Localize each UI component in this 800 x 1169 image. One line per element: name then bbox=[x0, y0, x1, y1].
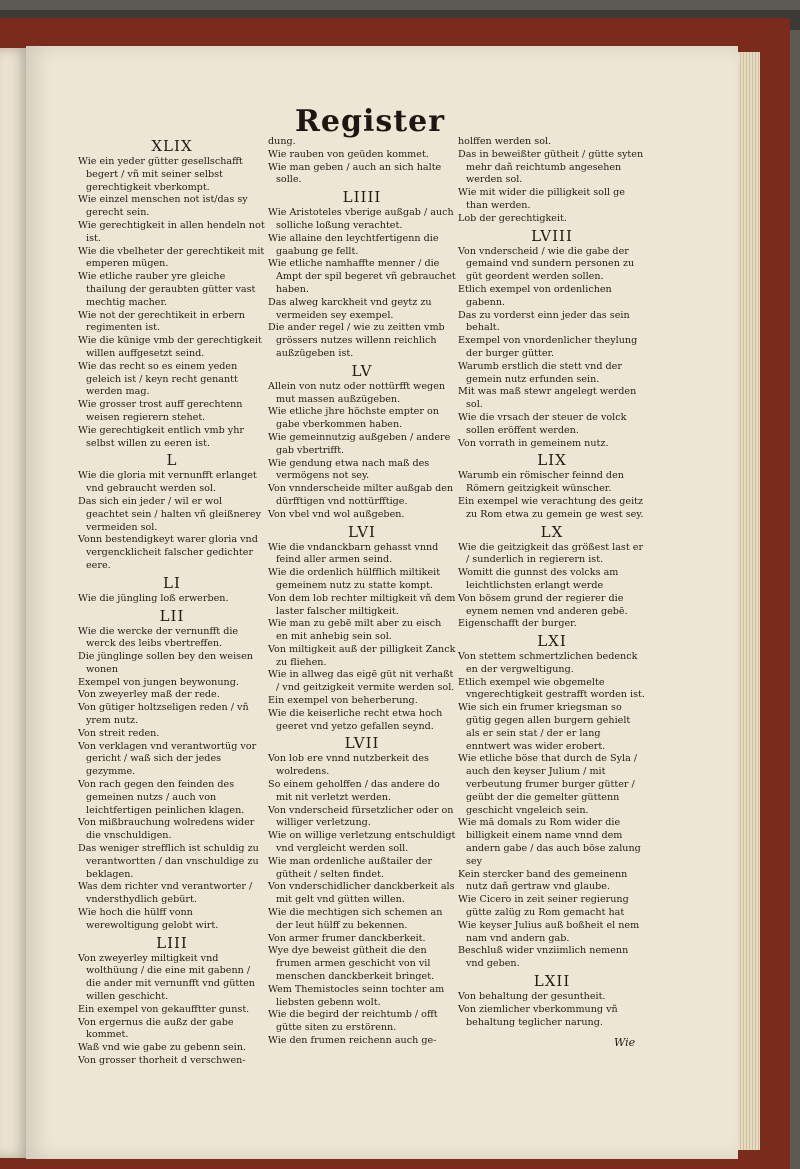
register-entry: Warumb erstlich die stett vnd der gemein nutz erfunden sein. bbox=[458, 360, 622, 385]
register-entry: Wie gendung etwa nach maß des vermögens not sey. bbox=[268, 457, 430, 482]
register-entry: Wie hoch die hülff vonn werewoltigung gelobt wirt. bbox=[78, 907, 219, 931]
register-entry: Von verklagen vnd verantwortüg vor gericht / waß sich der jedes gezymme. bbox=[78, 740, 257, 778]
register-entry: Wie die geitzigkeit das größest last er / sunderlich in regierern ist. bbox=[458, 541, 644, 566]
register-entry: Warumb ein römischer feinnd den Römern geitzigkeit wünscher. bbox=[458, 470, 624, 495]
register-entry: Wie etliche namhaffte menner / die Ampt der spil begeret vñ gebrauchet haben. bbox=[268, 258, 456, 295]
chapter-heading: XLIX bbox=[151, 137, 193, 155]
register-entry: Ein exempel von beherberung. bbox=[268, 695, 418, 707]
chapter-heading: LI bbox=[163, 573, 181, 592]
chapter-heading: LXII bbox=[533, 972, 571, 991]
register-entry: Allein von nutz oder nottürfft wegen mut massen außzügeben. bbox=[268, 380, 446, 405]
register-entry: Das sich ein jeder / wil er wol geachtet sein / halten vñ gleißnerey vermeiden sol. bbox=[78, 495, 261, 533]
register-entry: Von grosser thorheit d verschwen- bbox=[78, 1055, 246, 1066]
register-entry: Von mißbrauchung wolredens wider die vnschuldigen. bbox=[78, 817, 255, 842]
register-entry: Von zweyerley miltigkeit vnd wolthüung / die eine mit gabenn / die ander mit vernunfft vnd gütten willen geschicht. bbox=[78, 952, 255, 1003]
register-entry: Wie die ordenlich hülfflich miltikeit gemeinem nutz zu statte kompt. bbox=[268, 567, 441, 591]
register-entry: Von vorrath in gemeinem nutz. bbox=[458, 437, 609, 449]
register-entry: Wie etliche rauber yre gleiche thailung der geraubten gütter vast mechtig macher. bbox=[78, 271, 256, 308]
register-entry: Wie mit wider die pilligkeit soll ge than werden. bbox=[458, 187, 625, 211]
register-entry: Wie grosser trost auff gerechtenn weisen regierern stehet. bbox=[78, 399, 243, 423]
register-entry: Beschluß wider vnziimlich nemenn vnd geben. bbox=[458, 945, 629, 970]
register-entry: Wie gerechtigkeit entlich vmb yhr selbst willen zu eeren ist. bbox=[78, 424, 244, 449]
register-entry: Von gütiger holtzseligen reden / vñ yrem nutz. bbox=[78, 702, 249, 727]
register-entry: Wie etliche jhre höchste empter on gabe vberkommen haben. bbox=[268, 406, 439, 431]
register-entry: Wie die vndanckbarn gehasst vnnd feind aller armen seind. bbox=[268, 541, 439, 566]
chapter-heading: LIIII bbox=[342, 188, 382, 207]
register-entry: Wie das recht so es einem yeden geleich ist / keyn recht genantt werden mag. bbox=[78, 360, 238, 398]
chapter-heading: LII bbox=[159, 606, 185, 625]
register-entry: Von behaltung der gesuntheit. bbox=[458, 991, 606, 1003]
register-entry: Wie sich ein frumer kriegsman so gütig gegen allen burgern gehielt als er sein stat / der er lang enntwert was wider erobert. bbox=[458, 702, 631, 752]
register-column-3 bbox=[458, 136, 646, 1029]
register-entry: Wie einzel menschen not ist/das sy gerecht sein. bbox=[78, 194, 248, 219]
chapter-heading: LX bbox=[540, 522, 564, 541]
register-entry: Wie die vrsach der steuer de volck sollen eröffent werden. bbox=[458, 411, 627, 436]
register-entry: Was dem richter vnd verantworter / vndersthydlich gebürt. bbox=[78, 881, 253, 906]
register-entry: Wie die künige vmb der gerechtigkeit willen auffgesetzt seind. bbox=[78, 335, 262, 359]
register-entry: Ein exempel wie verachtung des geitz zu Rom etwa zu gemein ge west sey. bbox=[458, 495, 644, 520]
register-entry: Von streit reden. bbox=[78, 727, 160, 739]
register-entry: Das weniger strefflich ist schuldig zu verantwortten / dan vnschuldige zu beklagen. bbox=[78, 843, 259, 880]
register-entry: Etlich exempel von ordenlichen gabenn. bbox=[458, 283, 612, 308]
register-entry: Die jünglinge sollen bey den weisen wonen bbox=[78, 651, 253, 675]
register-entry: Eigenschafft der burger. bbox=[458, 618, 577, 630]
chapter-heading: LVI bbox=[348, 522, 376, 541]
register-entry: Wie gerechtigkeit in allen hendeln not ist. bbox=[78, 219, 265, 244]
register-entry: Von ergernus die außz der gabe kommet. bbox=[78, 1016, 234, 1041]
page-title: Register bbox=[294, 104, 446, 139]
register-entry: Wie die vbelheter der gerechtikeit mit emperen mügen. bbox=[78, 245, 265, 270]
chapter-heading: LV bbox=[351, 361, 373, 380]
register-entry: Lob der gerechtigkeit. bbox=[458, 212, 567, 224]
register-entry: Exempel von vnordenlicher theylung der burger gütter. bbox=[458, 335, 638, 359]
register-entry: Wie man zu gebē milt aber zu eisch en mit anhebig sein sol. bbox=[268, 618, 442, 643]
register-entry: Von rach gegen den feinden des gemeinen nutzs / auch von leichtfertigen peinlichen klagen. bbox=[78, 779, 245, 816]
register-entry: Von bösem grund der regierer die eynem nemen vnd anderen gebē. bbox=[458, 592, 628, 617]
register-entry: Von lob ere vnnd nutzberkeit des wolredens. bbox=[268, 753, 429, 778]
register-entry: Wye dye beweist gütheit die den frumen armen geschicht von vil menschen danckberkeit bringet. bbox=[268, 945, 435, 983]
chapter-heading: LVII bbox=[344, 734, 380, 753]
chapter-heading: LXI bbox=[537, 632, 567, 651]
register-entry: Wie ein yeder gütter gesellschafft begert / vñ mit seiner selbst gerechtigkeit vberkompt. bbox=[78, 156, 243, 193]
register-entry: Exempel von jungen beywonung. bbox=[78, 676, 239, 688]
register-entry: Ein exempel von gekaufftter gunst. bbox=[78, 1003, 250, 1015]
register-column-2 bbox=[268, 136, 456, 1048]
register-entry: Mit was maß stewr angelegt werden sol. bbox=[458, 386, 637, 411]
register-entry: Wie Cicero in zeit seiner regierung gütte zalüg zu Rom gemacht hat bbox=[458, 894, 629, 919]
register-entry: Wie man geben / auch an sich halte solle. bbox=[268, 161, 442, 186]
register-entry: Von vnderschidlicher danckberkeit als mit gelt vnd gütten willen. bbox=[268, 881, 455, 906]
register-entry: Vonn bestendigkeyt warer gloria vnd vergencklicheit falscher gedichter eere. bbox=[78, 534, 258, 571]
register-entry: Wie in allweg das eigē güt nit verhaßt / vnd geitzigkeit vermite werden sol. bbox=[268, 669, 455, 694]
register-entry: Wie on willige verletzung entschuldigt vnd vergleicht werden soll. bbox=[268, 830, 456, 855]
chapter-heading: LVIII bbox=[531, 226, 573, 245]
register-entry: Das in beweißter gütheit / gütte syten mehr dañ reichtumb angesehen werden sol. bbox=[458, 148, 644, 186]
register-entry: Wie die keiserliche recht etwa hoch geeret vnd yetzo gefallen seynd. bbox=[268, 707, 443, 732]
register-entry: Von miltigkeit auß der pilligkeit Zanck zu fliehen. bbox=[268, 643, 456, 668]
page-fore-edge bbox=[738, 52, 760, 1150]
register-entry: Wie mā domals zu Rom wider die billigkeit einem name vnnd dem andern gabe / das auch böse zalung sey bbox=[458, 817, 641, 867]
register-entry: Wem Themistocles seinn tochter am liebsten gebenn wolt. bbox=[268, 983, 445, 1008]
chapter-heading: LIX bbox=[537, 451, 567, 470]
register-entry: Von zweyerley maß der rede. bbox=[78, 689, 220, 701]
register-entry: Wie Aristoteles vberige außgab / auch solliche loßung verachtet. bbox=[268, 207, 454, 231]
register-entry: Wie rauben von geüden kommet. bbox=[268, 148, 429, 160]
register-entry: holffen werden sol. bbox=[458, 136, 552, 147]
register-entry: Wie die gloria mit vernunfft erlanget vnd gebraucht werden sol. bbox=[78, 470, 257, 495]
register-entry: Wie die begird der reichtumb / offt gütte siten zu erstörenn. bbox=[268, 1009, 438, 1034]
register-entry: Von stettem schmertzlichen bedenck en der vergweltigung. bbox=[458, 651, 638, 675]
register-entry: Wie keyser Julius auß boßheit el nem nam vnd andern gab. bbox=[458, 919, 640, 944]
register-entry: Von ziemlicher vberkommung vñ behaltung teglicher narung. bbox=[458, 1003, 618, 1028]
register-entry: Wie die wercke der vernunfft die werck des leibs vbertreffen. bbox=[78, 625, 239, 650]
register-entry: Wie den frumen reichenn auch ge- bbox=[268, 1035, 437, 1046]
catchword: Wie bbox=[614, 1036, 636, 1049]
register-entry: So einem geholffen / das andere do mit nit verletzt werden. bbox=[268, 779, 440, 803]
register-entry: Wie die mechtigen sich schemen an der leut hülff zu bekennen. bbox=[268, 907, 443, 931]
register-entry: Die ander regel / wie zu zeitten vmb grössers nutzes willenn reichlich außzügeben ist. bbox=[268, 322, 445, 359]
register-entry: Waß vnd wie gabe zu gebenn sein. bbox=[78, 1042, 246, 1054]
register-entry: Kein stercker band des gemeinenn nutz dañ gertraw vnd glaube. bbox=[458, 868, 628, 893]
register-entry: Das alweg karckheit vnd geytz zu vermeiden sey exempel. bbox=[268, 296, 432, 321]
register-entry: Etlich exempel wie obgemelte vngerechtigkeit gestrafft worden ist. bbox=[458, 676, 645, 701]
chapter-heading: L bbox=[166, 451, 178, 470]
register-entry: Womitt die gunnst des volcks am leichtlichsten erlangt werde bbox=[458, 567, 619, 591]
register-entry: Wie die jüngling loß erwerben. bbox=[78, 592, 229, 604]
register-entry: Wie allaine den leychtfertigenn die gaabung ge fellt. bbox=[268, 232, 439, 257]
register-entry: Wie man ordenliche außtailer der gütheit / selten findet. bbox=[268, 855, 433, 880]
register-entry: Wie not der gerechtikeit in erbern regimenten ist. bbox=[78, 309, 245, 334]
register-entry: Von armer frumer danckberkeit. bbox=[268, 932, 426, 944]
register-entry: Von vnnderscheide milter außgab den dürfftigen vnd nottürfftige. bbox=[268, 483, 454, 507]
register-entry: Von dem lob rechter miltigkeit vñ dem laster falscher miltigkeit. bbox=[268, 592, 456, 617]
register-entry: dung. bbox=[268, 136, 296, 147]
register-column-1 bbox=[78, 136, 266, 1068]
register-entry: Wie gemeinnutzig außgeben / andere gab vbertrifft. bbox=[268, 431, 451, 456]
register-entry: Von vnderscheid fürsetzlicher oder on williger verletzung. bbox=[268, 804, 454, 829]
register-entry: Das zu vorderst einn jeder das sein behalt. bbox=[458, 309, 630, 334]
register-entry: Von vnderscheid / wie die gabe der gemaind vnd sundern personen zu güt geordent werden sollen. bbox=[458, 245, 635, 283]
register-entry: Wie etliche böse that durch de Syla / auch den keyser Julium / mit verbeutung frumer burger gütter / geübt der die gemelter güttenn geschicht vngeleich sein. bbox=[458, 753, 638, 816]
chapter-heading: LIII bbox=[156, 933, 188, 952]
register-entry: Von vbel vnd wol außgeben. bbox=[268, 508, 405, 520]
